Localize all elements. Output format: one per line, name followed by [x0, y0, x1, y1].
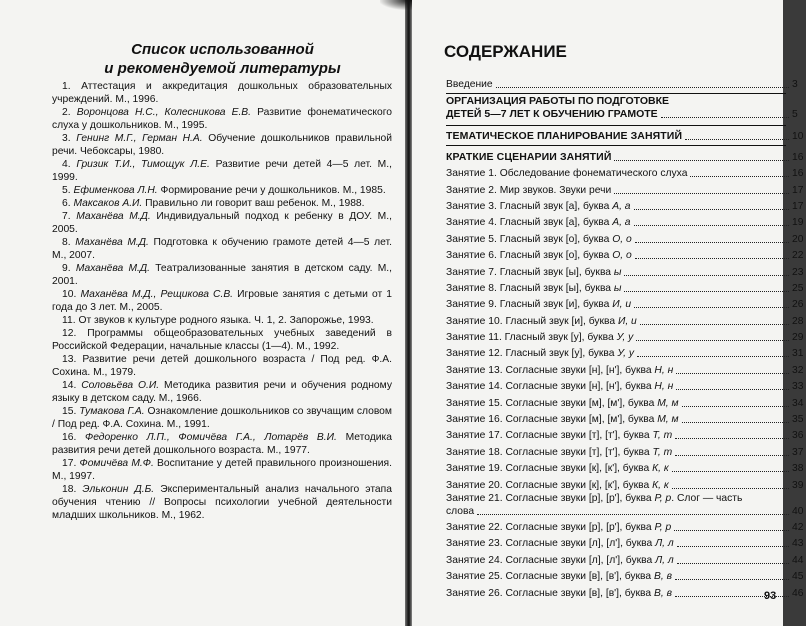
toc-page: 19 [792, 217, 804, 229]
toc-label [446, 413, 679, 426]
toc-label-text: Занятие 22. Согласные звуки [р], [р'], буква [446, 521, 655, 533]
dot-leader [675, 455, 789, 456]
toc-page: 16 [792, 151, 804, 163]
bibliography-item-text: Игровые занятия с детьми от 1 года до 3 лет. М., 2005. [52, 289, 392, 313]
toc-page: 34 [792, 397, 804, 409]
dot-leader [672, 488, 789, 489]
toc-row-lesson [446, 410, 806, 426]
toc-label [446, 200, 631, 213]
toc-row-lesson [446, 442, 806, 458]
bibliography-item-text: Ознакомление дошкольников со звучащим словом / Под ред. Ф.А. Сохина. М., 1991. [52, 406, 392, 430]
toc-label-text: Занятие 9. Гласный звук [и], буква [446, 299, 613, 311]
toc-label-text: Занятие 17. Согласные звуки [т], [т'], буква [446, 430, 653, 442]
toc-lesson21-line2: слова [446, 505, 475, 517]
dot-leader [477, 514, 789, 515]
toc-label-letters: О, о [612, 250, 632, 262]
toc-row-lesson [446, 311, 806, 327]
bibliography-item [52, 483, 392, 522]
toc-row-lesson21 [446, 492, 806, 518]
toc-label-text: Занятие 10. Гласный звук [и], буква [446, 315, 618, 327]
dot-leader [674, 530, 789, 531]
bibliography-item-text: Развитие фонематического слуха у дошкольников. М., 1995. [52, 107, 392, 131]
dot-leader [624, 275, 789, 276]
toc-label-letters: ы [613, 282, 622, 294]
dot-leader [677, 546, 789, 547]
dot-leader [675, 579, 789, 580]
toc-page: 43 [792, 538, 804, 550]
bibliography-item-number: 3. [62, 133, 71, 144]
bibliography-item [52, 457, 392, 483]
toc-label-letters: У, у [616, 332, 634, 344]
section-rule [446, 145, 786, 146]
dot-leader [634, 307, 789, 308]
bibliography-item [52, 106, 392, 132]
bibliography-item-number: 8. [62, 237, 71, 248]
bibliography-item-text: Правильно ли говорит ваш ребенок. М., 1988. [142, 198, 365, 209]
toc-page: 5 [792, 109, 798, 120]
toc-row-lesson [446, 459, 806, 475]
toc-label-letters: Н, н [654, 364, 674, 376]
bibliography-item-author: Гризик Т.И., Тимощук Л.Е. [76, 159, 210, 170]
toc-row-lesson [446, 360, 806, 376]
toc-label-text: Занятие 26. Согласные звуки [в], [в'], буква [446, 587, 654, 599]
bibliography-item-text: Воспитание у детей правильного произношения. М., 1997. [52, 458, 392, 482]
toc-label-text: Занятие 14. Согласные звуки [н], [н'], буква [446, 381, 655, 393]
toc-page: 17 [792, 184, 804, 196]
toc-row-lesson [446, 328, 806, 344]
dot-leader [635, 258, 789, 259]
toc-lesson21-text-end: . Слог — часть [671, 492, 743, 504]
page-number: 93 [764, 590, 777, 602]
table-of-contents [446, 76, 806, 600]
toc-row-lesson [446, 550, 806, 566]
toc-label [446, 446, 672, 459]
toc-label [446, 266, 621, 279]
toc-label-text: Занятие 7. Гласный звук [ы], буква [446, 266, 614, 278]
toc-row-section1 [446, 95, 806, 123]
dot-leader [677, 563, 789, 564]
toc-label-letters: К, к [652, 479, 669, 491]
toc-label-text: Занятие 19. Согласные звуки [к], [к'], буква [446, 463, 653, 475]
toc-label-text: Занятие 23. Согласные звуки [л], [л'], буква [446, 538, 656, 550]
bibliography-item-text: Методика развития речи детей дошкольного возраста. М., 1977. [52, 432, 392, 456]
toc-label-text: Занятие 6. Гласный звук [о], буква [446, 250, 613, 262]
toc-row-lesson [446, 229, 806, 245]
toc-label-letters: Л, л [655, 554, 674, 566]
dot-leader [672, 471, 789, 472]
toc-label-letters: И, и [617, 315, 637, 327]
bibliography-item-author: Маханёва М.Д. [75, 237, 149, 248]
bibliography-item [52, 431, 392, 457]
bibliography-item-author: Соловьёва О.И. [81, 380, 160, 391]
dot-leader [614, 193, 789, 194]
bibliography-item-author: Генинг М.Г., Герман Н.А. [76, 133, 203, 144]
bibliography-item-author: Максаков А.И. [73, 198, 143, 209]
right-page [412, 0, 804, 626]
toc-page: 35 [792, 414, 804, 426]
toc-page: 16 [792, 168, 804, 180]
toc-label [446, 184, 611, 197]
toc-row-lesson [446, 295, 806, 311]
bibliography-item-author: Фомичёва М.Ф. [79, 458, 154, 469]
toc-label [446, 298, 631, 311]
toc-row-lesson [446, 246, 806, 262]
toc-label-text: Занятие 11. Гласный звук [у], буква [446, 332, 617, 344]
bibliography-item-number: 6. [62, 198, 71, 209]
bibliography-item [52, 210, 392, 236]
toc-lesson21-text: Занятие 21. Согласные звуки [р], [р'], буква [446, 492, 655, 504]
bibliography-item [52, 288, 392, 314]
dot-leader [675, 438, 789, 439]
toc-label-letters: В, в [653, 587, 672, 599]
toc-page: 33 [792, 381, 804, 393]
bibliography-item-text: Развитие речи детей дошкольного возраста / Под ред. Ф.А. Сохина. М., 1979. [52, 354, 392, 378]
toc-row-section3 [446, 147, 806, 163]
toc-label-text: Занятие 16. Согласные звуки [м], [м'], буква [446, 414, 658, 426]
bibliography-item [52, 158, 392, 184]
toc-row-lesson [446, 213, 806, 229]
bibliography-item [52, 236, 392, 262]
bibliography-item-text: Театрализованные занятия в детском саду. М., 2001. [52, 263, 392, 287]
dot-leader [635, 242, 789, 243]
bibliography-item [52, 262, 392, 288]
bibliography-item-number: 17. [62, 458, 77, 469]
toc-page: 40 [792, 505, 804, 517]
toc-label-text: Занятие 18. Согласные звуки [т], [т'], буква [446, 446, 653, 458]
toc-label-letters: И, и [612, 299, 632, 311]
bibliography-item [52, 132, 392, 158]
toc-label-text: Занятие 5. Гласный звук [о], буква [446, 233, 613, 245]
bibliography-item-author: Воронцова Н.С., Колесникова Е.В. [76, 107, 252, 118]
bibliography-item-number: 2. [62, 107, 71, 118]
toc-page: 44 [792, 554, 804, 566]
bibliography-title-line1: Список использованной [131, 41, 314, 58]
dot-leader [634, 225, 789, 226]
toc-page: 46 [792, 587, 804, 599]
bibliography-item [52, 184, 392, 197]
toc-page: 36 [792, 430, 804, 442]
toc-label [446, 347, 634, 360]
toc-label [446, 521, 671, 534]
toc-label-text: Занятие 13. Согласные звуки [н], [н'], буква [446, 364, 655, 376]
toc-row-lesson [446, 393, 806, 409]
toc-row-lesson [446, 262, 806, 278]
toc-label [446, 167, 687, 180]
toc-label-text: Занятие 12. Гласный звук [у], буква [446, 348, 618, 360]
toc-label [446, 587, 672, 600]
toc-label-text: Занятие 15. Согласные звуки [м], [м'], буква [446, 397, 658, 409]
book-spine [405, 0, 412, 626]
toc-row-lesson [446, 180, 806, 196]
toc-row-section2 [446, 127, 806, 143]
toc-label [446, 249, 632, 262]
toc-row-lesson [446, 279, 806, 295]
toc-label-letters: Т, т [652, 446, 673, 458]
toc-label-text: Занятие 4. Гласный звук [а], буква [446, 217, 613, 229]
toc-page: 26 [792, 299, 804, 311]
bibliography-item-number: 13. [62, 354, 77, 365]
toc-page: 38 [792, 463, 804, 475]
bibliography-item-number: 14. [62, 380, 77, 391]
bibliography-item-text: Экспериментальный анализ начального этапа обучения чтению // Вопросы психологии учебной деятельности младших школьников. М., 1962. [52, 484, 392, 521]
toc-row-lesson [446, 197, 806, 213]
toc-label [446, 364, 673, 377]
toc-page: 45 [792, 571, 804, 583]
toc-label-letters: К, к [652, 463, 669, 475]
toc-section-line1: ОРГАНИЗАЦИЯ РАБОТЫ ПО ПОДГОТОВКЕ [446, 95, 669, 107]
toc-label-text: Занятие 8. Гласный звук [ы], буква [446, 282, 614, 294]
bibliography-item-author: Тумакова Г.А. [79, 406, 145, 417]
toc-page: 37 [792, 446, 804, 458]
dot-leader [682, 406, 789, 407]
bibliography-item-number: 15. [62, 406, 77, 417]
toc-label [446, 380, 673, 393]
dot-leader [637, 356, 789, 357]
bibliography-item-number: 16. [62, 432, 77, 443]
toc-page: 17 [792, 200, 804, 212]
bibliography-item-text: От звуков к культуре родного языка. Ч. 1, 2. Запорожье, 1993. [78, 315, 374, 326]
toc-label-letters: Т, т [652, 430, 673, 442]
dot-leader [624, 291, 789, 292]
dot-leader [685, 139, 789, 140]
dot-leader [640, 324, 789, 325]
toc-page: 10 [792, 131, 804, 143]
bibliography-item-author: Маханёва М.Д., Рещикова С.В. [80, 289, 234, 300]
bibliography-item [52, 405, 392, 431]
bibliography-item [52, 314, 392, 327]
dot-leader [676, 373, 789, 374]
bibliography-item-number: 12. [62, 328, 77, 339]
toc-label-letters: А, а [612, 217, 631, 229]
toc-label-letters: М, м [657, 397, 679, 409]
toc-page: 25 [792, 282, 804, 294]
dot-leader [496, 87, 789, 88]
toc-label: КРАТКИЕ СЦЕНАРИИ ЗАНЯТИЙ [446, 150, 612, 163]
toc-title: СОДЕРЖАНИЕ [444, 42, 567, 61]
toc-page: 28 [792, 315, 804, 327]
toc-label: ТЕМАТИЧЕСКОЕ ПЛАНИРОВАНИЕ ЗАНЯТИЙ [446, 130, 683, 143]
toc-label [446, 537, 674, 550]
toc-row-intro [446, 76, 806, 91]
toc-label-letters: М, м [657, 414, 679, 426]
toc-label: Введение [446, 79, 493, 90]
toc-row-lesson [446, 377, 806, 393]
toc-label [446, 479, 669, 492]
toc-label-letters: В, в [653, 571, 672, 583]
bibliography-title-line2: и рекомендуемой литературы [104, 60, 341, 77]
bibliography-item [52, 197, 392, 210]
toc-label [446, 570, 672, 583]
bibliography-item-number: 11. [62, 315, 76, 326]
toc-lesson21-letters: Р, р [654, 492, 672, 504]
section-rule [446, 93, 786, 94]
toc-page: 31 [792, 348, 804, 360]
dot-leader [661, 117, 789, 118]
toc-label [446, 331, 633, 344]
dot-leader [676, 389, 789, 390]
bibliography-item-text: Аттестация и аккредитация дошкольных образовательных учреждений. М., 1996. [52, 81, 392, 105]
bibliography-item [52, 379, 392, 405]
bibliography-title [90, 40, 355, 78]
toc-page: 42 [792, 521, 804, 533]
bibliography-item-author: Эльконин Д.Б. [82, 484, 155, 495]
bibliography-item [52, 80, 392, 106]
bibliography-item-author: Ефименкова Л.Н. [73, 185, 158, 196]
bibliography-item-number: 1. [62, 81, 71, 92]
toc-label-letters: У, у [617, 348, 635, 360]
toc-row-lesson [446, 583, 806, 599]
toc-row-lesson [446, 344, 806, 360]
bibliography-item-number: 10. [62, 289, 77, 300]
toc-label-text: Занятие 20. Согласные звуки [к], [к'], буква [446, 479, 653, 491]
bibliography-item-number: 18. [62, 484, 77, 495]
bibliography-item-text: Методика развития речи и обучения родному языку в детском саду. М., 1966. [52, 380, 392, 404]
toc-label-text: Занятие 1. Обследование фонематического слуха [446, 168, 688, 180]
toc-lesson21-line1 [446, 492, 806, 505]
dot-leader [634, 209, 789, 210]
dot-leader [614, 160, 789, 161]
bibliography-item [52, 353, 392, 379]
bibliography-item-text: Подготовка к обучению грамоте детей 4—5 лет. М., 2007. [52, 237, 392, 261]
toc-row-lesson [446, 426, 806, 442]
toc-label [446, 233, 632, 246]
toc-row-lesson [446, 534, 806, 550]
bibliography-item-author: Федоренко Л.П., Фомичёва Г.А., Лотарёв В.И. [85, 432, 337, 443]
toc-label [446, 554, 674, 567]
toc-label-letters: Р, р [654, 521, 672, 533]
bibliography-item-text: Программы общеобразовательных учебных заведений в Российской Федерации, начальные классы (1—4). М., 1992. [52, 328, 392, 352]
toc-label-letters: Н, н [654, 381, 674, 393]
bibliography-item-text: Формирование речи у дошкольников. М., 1985. [157, 185, 386, 196]
toc-section-line2: ДЕТЕЙ 5—7 ЛЕТ К ОБУЧЕНИЮ ГРАМОТЕ [446, 108, 658, 120]
toc-label [446, 315, 637, 328]
toc-row-lesson [446, 518, 806, 534]
bibliography-item-number: 7. [62, 211, 71, 222]
toc-label-letters: ы [613, 266, 622, 278]
toc-row-lesson [446, 164, 806, 180]
toc-label-text: Занятие 2. Мир звуков. Звуки речи [446, 184, 612, 196]
bibliography-item-text: Обучение дошкольников правильной речи. Чебоксары, 1980. [52, 133, 392, 157]
toc-page: 23 [792, 266, 804, 278]
toc-page: 22 [792, 250, 804, 262]
toc-label-text: Занятие 25. Согласные звуки [в], [в'], буква [446, 571, 654, 583]
toc-page: 20 [792, 233, 804, 245]
bibliography-item [52, 327, 392, 353]
toc-row-lesson [446, 475, 806, 491]
dot-leader [682, 422, 789, 423]
dot-leader [690, 176, 789, 177]
toc-label [446, 397, 679, 410]
bibliography-item-number: 4. [62, 159, 71, 170]
bibliography-item-number: 5. [62, 185, 71, 196]
bibliography-item-author: Маханёва М.Д. [76, 211, 151, 222]
toc-label [446, 462, 669, 475]
toc-page: 29 [792, 332, 804, 344]
bibliography-item-text: Развитие речи детей 4—5 лет. М., 1999. [52, 159, 392, 183]
bibliography-item-text: Индивидуальный подход к ребенку в ДОУ. М., 2005. [52, 211, 392, 235]
toc-label [446, 429, 672, 442]
bibliography-item-author: Маханёва М.Д. [75, 263, 151, 274]
toc-label-letters: О, о [612, 233, 632, 245]
toc-row-lesson [446, 567, 806, 583]
toc-page: 39 [792, 479, 804, 491]
section-rule [446, 125, 786, 126]
toc-label-letters: Л, л [655, 538, 674, 550]
toc-label-text: Занятие 3. Гласный звук [а], буква [446, 200, 613, 212]
toc-page: 32 [792, 364, 804, 376]
toc-label [446, 216, 631, 229]
dot-leader [636, 340, 789, 341]
toc-label-text: Занятие 24. Согласные звуки [л], [л'], буква [446, 554, 656, 566]
toc-label [446, 282, 621, 295]
toc-page: 3 [792, 79, 798, 90]
bibliography-list [52, 80, 392, 522]
toc-label-letters: А, а [612, 200, 631, 212]
bibliography-item-number: 9. [62, 263, 71, 274]
